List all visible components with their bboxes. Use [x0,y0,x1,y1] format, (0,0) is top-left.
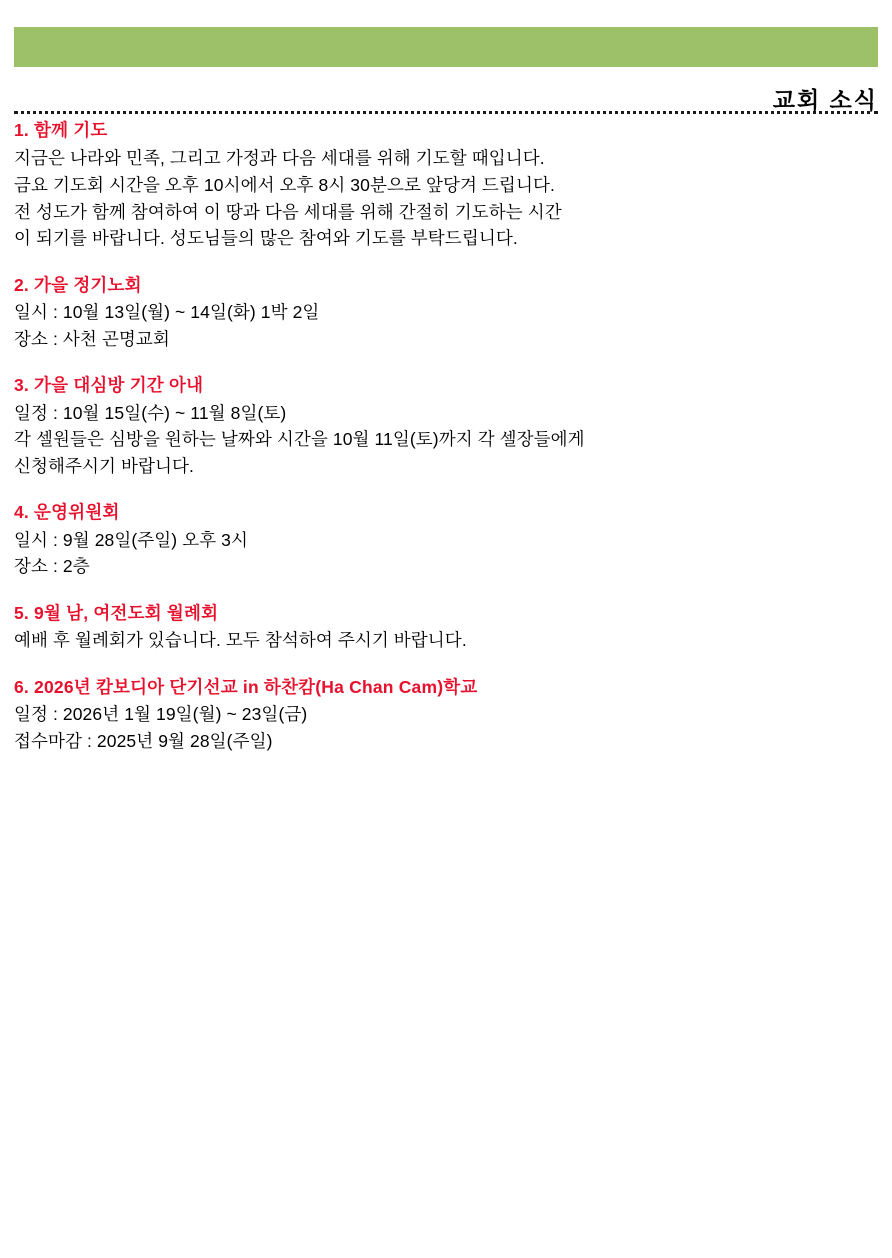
section-title: 6. 2026년 캄보디아 단기선교 in 하찬캄(Ha Chan Cam)학교 [14,677,478,697]
page-title: 교회 소식 [772,87,878,113]
dotted-divider [14,111,878,114]
announcement-section-2 [14,273,878,353]
announcement-section-3 [14,373,878,479]
section-title: 1. 함께 기도 [14,120,108,140]
section-line: 예배 후 월례회가 있습니다. 모두 참석하여 주시기 바랍니다. [14,630,467,651]
section-line: 접수마감 : 2025년 9월 28일(주일) [14,730,273,751]
announcement-section-1 [14,118,878,252]
section-title: 5. 9월 남, 여전도회 월례회 [14,603,219,624]
section-line: 지금은 나라와 민족, 그리고 가정과 다음 세대를 위해 기도할 때입니다. [14,148,545,169]
green-banner [14,27,878,67]
section-line: 일시 : 9월 28일(주일) 오후 3시 [14,529,249,550]
section-title: 3. 가을 대심방 기간 아내 [14,375,204,396]
announcement-section-4 [14,500,878,580]
announcement-section-6 [14,675,878,755]
announcements-list [14,118,878,755]
section-line: 금요 기도회 시간을 오후 10시에서 오후 8시 30분으로 앞당겨 드립니다. [14,174,555,195]
section-line: 일정 : 2026년 1월 19일(월) ~ 23일(금) [14,704,308,725]
section-line: 전 성도가 함께 참여하여 이 땅과 다음 세대를 위해 간절히 기도하는 시간 [14,201,562,222]
section-line: 일정 : 10월 15일(수) ~ 11월 8일(토) [14,402,287,423]
section-line: 신청해주시기 바랍니다. [14,455,194,476]
section-line: 각 셀원들은 심방을 원하는 날짜와 시간을 10월 11일(토)까지 각 셀장들에게 [14,429,585,450]
section-title: 2. 가을 정기노회 [14,274,142,295]
section-line: 이 되기를 바랍니다. 성도님들의 많은 참여와 기도를 부탁드립니다. [14,228,518,249]
section-line: 일시 : 10월 13일(월) ~ 14일(화) 1박 2일 [14,302,320,323]
announcement-section-5 [14,601,878,654]
section-line: 장소 : 사천 곤명교회 [14,328,170,349]
section-line: 장소 : 2층 [14,556,90,577]
document-header [14,80,878,114]
section-title: 4. 운영위원회 [14,502,120,523]
